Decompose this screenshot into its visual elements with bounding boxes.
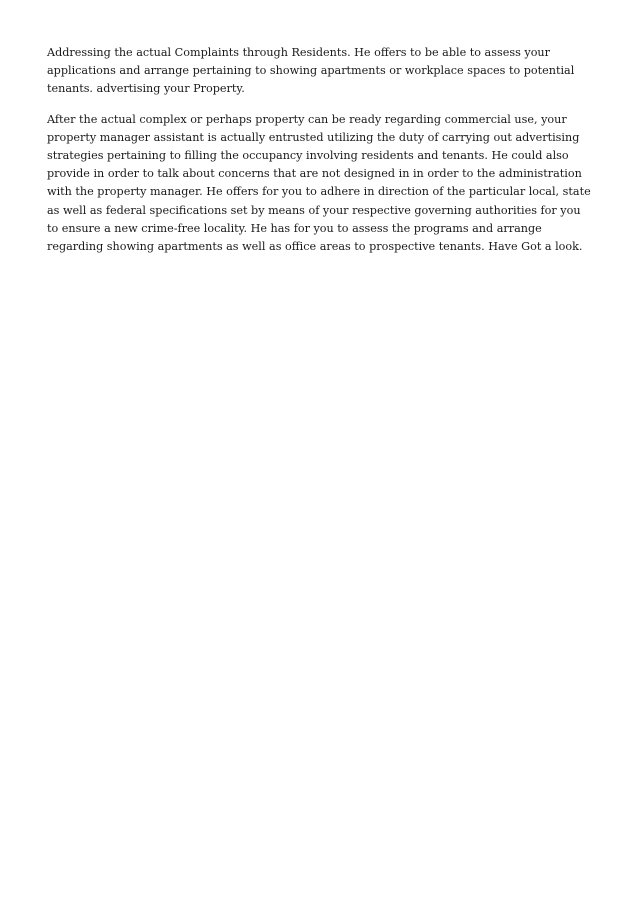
paragraph-2: After the actual complex or perhaps property can be ready regarding commercial use, your property manager assistant is actually entrusted utilizing the duty of carrying out advertising strategies pertaining to filling the occupancy involving residents and tenants. He could also provide in order to talk about concerns that are not designed in in order to the administration with the property manager. He offers for you to adhere in direction of the particular local, state as well as federal specifications set by means of your respective governing authorities for you to ensure a new crime-free locality. He has for you to assess the programs and arrange regarding showing apartments as well as office areas to prospective tenants. Have Got a look. xyxy=(47,112,591,254)
paragraph-1: Addressing the actual Complaints through Residents. He offers to be able to assess your applications and arrange pertaining to showing apartments or workplace spaces to potential tenants. advertising your Property. xyxy=(47,46,575,96)
document-body xyxy=(47,44,595,268)
